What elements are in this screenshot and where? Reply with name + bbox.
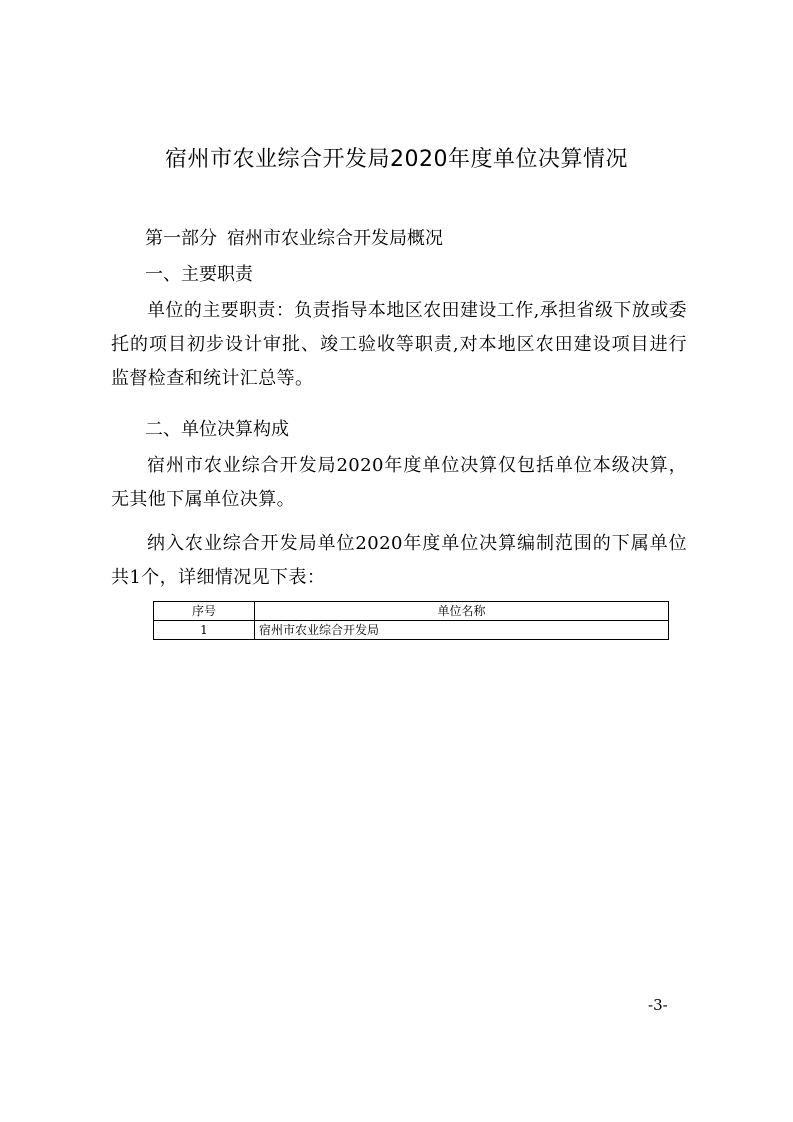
table-cell-unit-name: 宿州市农业综合开发局 [255,621,669,640]
section-body-duties: 单位的主要职责：负责指导本地区农田建设工作,承担省级下放或委托的项目初步设计审批、竣工验收等职责,对本地区农田建设项目进行监督检查和统计汇总等。 [111,300,687,389]
part-heading [145,226,443,252]
section-heading-duties: 一、主要职责 [145,264,253,285]
table-cell-index: 1 [154,621,255,640]
page-number: -3- [648,996,668,1014]
table-header-row [154,602,669,621]
part-heading-number: 第一部分 [145,228,217,249]
part-heading-text: 宿州市农业综合开发局概况 [227,228,443,249]
units-table [153,601,669,640]
table-row [154,621,669,640]
table-header-unit-name: 单位名称 [255,602,669,621]
section-body-composition-2: 纳入农业综合开发局单位2020年度单位决算编制范围的下属单位共1个，详细情况见下表： [111,533,687,588]
table-header-index: 序号 [154,602,255,621]
section-body-composition-1: 宿州市农业综合开发局2020年度单位决算仅包括单位本级决算，无其他下属单位决算。 [111,455,687,510]
document-title: 宿州市农业综合开发局2020年度单位决算情况 [165,147,628,172]
section-heading-composition: 二、单位决算构成 [145,419,289,440]
